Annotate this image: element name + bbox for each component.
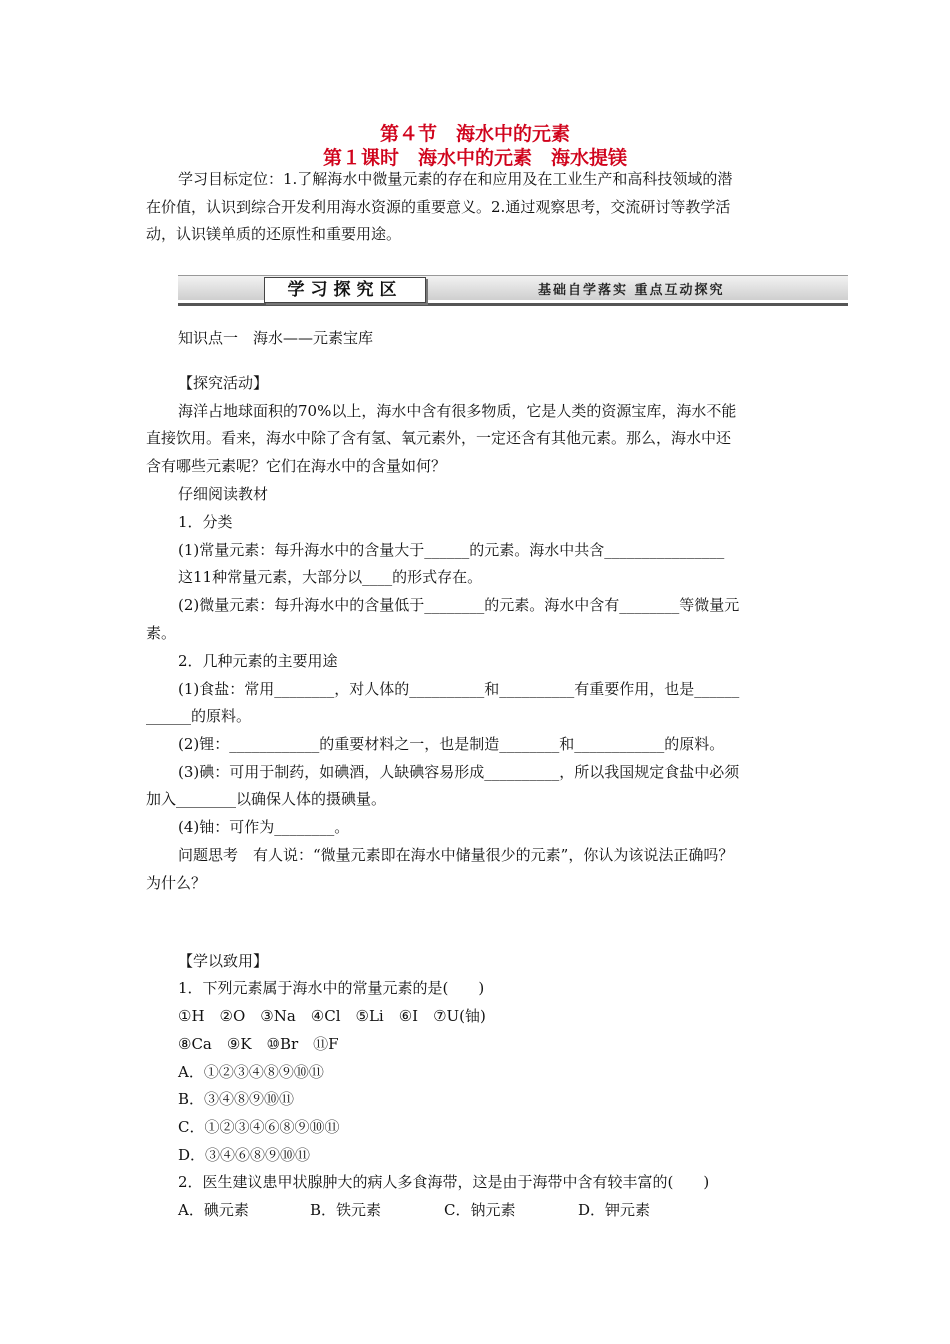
- q1-option-d: D．③④⑥⑧⑨⑩⑪: [178, 1146, 311, 1164]
- uses-line-4: (3)碘：可用于制药，如碘酒，人缺碘容易形成__________，所以我国规定食盐中必须: [178, 763, 740, 781]
- q1-option-a: A．①②③④⑧⑨⑩⑪: [178, 1063, 324, 1081]
- classify-line-4: 素。: [146, 624, 177, 642]
- question-1: 1．下列元素属于海水中的常量元素的是( ): [178, 979, 485, 997]
- q1-option-b: B．③④⑧⑨⑩⑪: [178, 1090, 295, 1108]
- uses-line-6: (4)铀：可作为________。: [178, 818, 350, 836]
- question-line-1: 问题思考 有人说：“微量元素即在海水中储量很少的元素”，你认为该说法正确吗？: [178, 846, 734, 864]
- banner-label: 学习探究区: [264, 277, 426, 303]
- q2-option-b: B．铁元素: [310, 1201, 382, 1219]
- knowledge-heading: 知识点一 海水——元素宝库: [178, 329, 374, 347]
- q1-items-line-1: ①H ②O ③Na ④Cl ⑤Li ⑥I ⑦U(铀): [178, 1007, 486, 1025]
- section-title: 第４节 海水中的元素: [379, 123, 570, 145]
- banner-underline: [178, 303, 848, 306]
- uses-line-3: (2)锂：____________的重要材料之一，也是制造________和____________的原料。: [178, 735, 725, 753]
- question-line-2: 为什么？: [146, 874, 207, 892]
- study-zone-banner: [178, 270, 848, 310]
- classify-title: 1．分类: [178, 513, 233, 531]
- practice-title: 【学以致用】: [178, 952, 269, 970]
- uses-line-5: 加入________以确保人体的摄碘量。: [146, 790, 387, 808]
- objectives-line-3: 动，认识镁单质的还原性和重要用途。: [146, 225, 402, 243]
- objectives-line-1: 学习目标定位：1.了解海水中微量元素的存在和应用及在工业生产和高科技领域的潜: [178, 170, 733, 188]
- intro-line-2: 直接饮用。看来，海水中除了含有氢、氧元素外，一定还含有其他元素。那么，海水中还: [146, 429, 732, 447]
- lesson-title: 第１课时 海水中的元素 海水提镁: [322, 147, 627, 169]
- activity-title: 【探究活动】: [178, 374, 269, 392]
- q2-option-a: A．碘元素: [178, 1201, 249, 1219]
- classify-line-2: 这11种常量元素，大部分以____的形式存在。: [178, 568, 483, 586]
- q1-option-c: C．①②③④⑥⑧⑨⑩⑪: [178, 1118, 340, 1136]
- uses-title: 2．几种元素的主要用途: [178, 652, 338, 670]
- read-instruction: 仔细阅读教材: [178, 485, 269, 503]
- classify-line-3: (2)微量元素：每升海水中的含量低于________的元素。海水中含有________等微量元: [178, 596, 740, 614]
- uses-line-1: (1)食盐：常用________，对人体的__________和__________有重要作用，也是______: [178, 680, 740, 698]
- intro-line-1: 海洋占地球面积的70%以上，海水中含有很多物质，它是人类的资源宝库，海水不能: [178, 402, 737, 420]
- objectives-line-2: 在价值，认识到综合开发利用海水资源的重要意义。2.通过观察思考，交流研讨等教学活: [146, 198, 731, 216]
- q2-option-d: D．钾元素: [578, 1201, 651, 1219]
- question-2: 2．医生建议患甲状腺肿大的病人多食海带，这是由于海带中含有较丰富的( ): [178, 1173, 710, 1191]
- q2-option-c: C．钠元素: [444, 1201, 516, 1219]
- q1-items-line-2: ⑧Ca ⑨K ⑩Br ⑪F: [178, 1035, 339, 1053]
- uses-line-2: ______的原料。: [146, 707, 252, 725]
- classify-line-1: (1)常量元素：每升海水中的含量大于______的元素。海水中共含________________: [178, 541, 725, 559]
- banner-subtitle: 基础自学落实 重点互动探究: [538, 283, 725, 298]
- intro-line-3: 含有哪些元素呢？它们在海水中的含量如何？: [146, 457, 447, 475]
